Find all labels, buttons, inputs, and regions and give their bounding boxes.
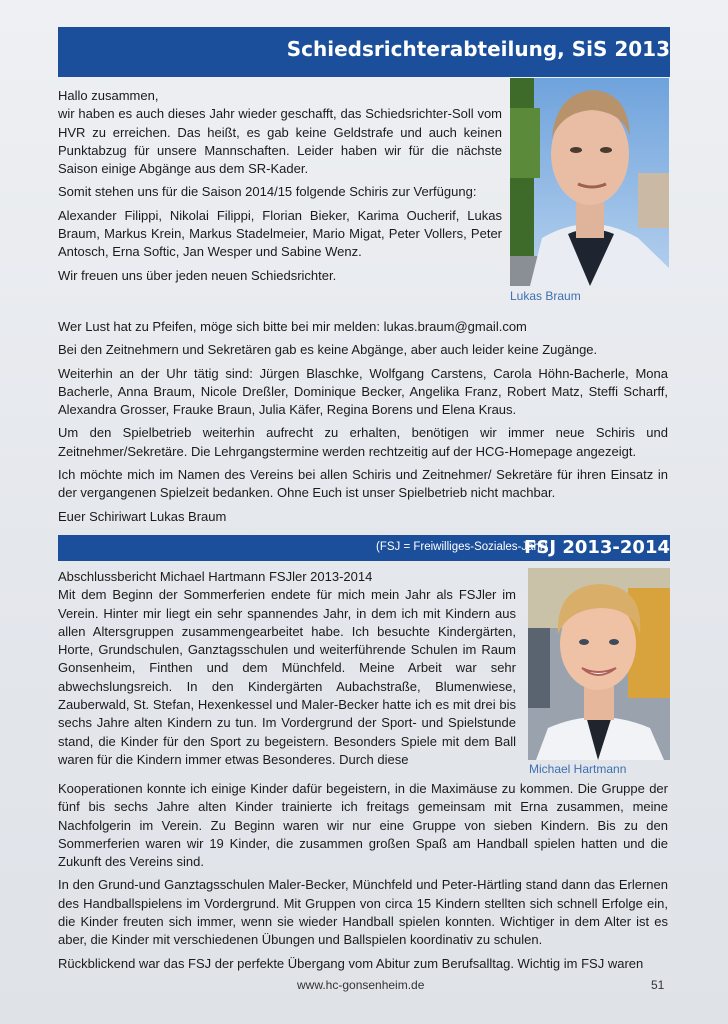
paragraph: Euer Schiriwart Lukas Braum — [58, 508, 227, 524]
michael-hartmann-photo — [528, 568, 670, 760]
photo-caption: Lukas Braum — [510, 289, 581, 303]
referee-intro-text — [58, 87, 502, 290]
paragraph: Ich möchte mich im Namen des Vereins bei allen Schiris und Zeitnehmer/ Sekretäre für ihren Einsatz in der vergangenen Spielzeit bedanken. Ohne Euch ist unser Spielbetrieb nicht machbar. — [58, 467, 668, 501]
photo-caption: Michael Hartmann — [529, 762, 627, 776]
fsj-main-text — [58, 780, 668, 973]
paragraph: Hallo zusammen, — [58, 88, 159, 103]
lukas-braum-photo — [510, 78, 669, 286]
paragraph: Um den Spielbetrieb weiterhin aufrecht zu erhalten, benötigen wir immer neue Schiris und Zeitnehmer/Sekretäre. Die Lehrgangstermine werden rechtzeitig auf der HCG-Homepage angezeigt. — [58, 425, 668, 459]
paragraph: In den Grund-und Ganztagsschulen Maler-Becker, Münchfeld und Peter-Härtling stand dann das Erlernen des Handballspielens im Vordergrund. Mit Gruppen von circa 15 Kindern stellten sich schnell Erfolge ein, die Kinder freuten sich immer, wenn sie wieder Handball spielen konnten. Wichtiger in dem Alter ist es aber, die Kinder mit verschiedenen Übungen und Ballspielen koordinativ zu schulen. — [58, 877, 668, 948]
page-number: 51 — [651, 978, 665, 992]
paragraph: Wir freuen uns über jeden neuen Schiedsrichter. — [58, 267, 337, 283]
paragraph: wir haben es auch dieses Jahr wieder geschafft, das Schiedsrichter-Soll vom HVR zu erreichen. Das heißt, es gab keine Geldstrafe und auch keinen Punktabzug für unsere Mannschaften. Leider haben wir für die nächste Saison einige Abgänge aus dem SR-Kader. — [58, 106, 502, 177]
paragraph: Weiterhin an der Uhr tätig sind: Jürgen Blaschke, Wolfgang Carstens, Carola Höhn-Bacherle, Mona Bacherle, Anna Braum, Nicole Dreßler, Dominique Becker, Angelika Franz, Robert Matz, Steffi Scharff, Alexandra Grosser, Frauke Braun, Julia Käfer, Regina Borens und Elena Kraus. — [58, 365, 668, 418]
fsj-intro-text — [58, 568, 516, 774]
fsj-header-bar — [58, 535, 670, 561]
paragraph: Rückblickend war das FSJ der perfekte Übergang vom Abitur zum Berufsalltag. Wichtig im FSJ waren — [58, 955, 644, 971]
paragraph: Alexander Filippi, Nikolai Filippi, Florian Bieker, Karima Oucherif, Lukas Braum, Markus Krein, Markus Stadelmeier, Mario Migat, Peter Vollers, Peter Antosch, Erna Softic, Jan Wesper und Sabine Wenz. — [58, 207, 502, 260]
section-header-bar — [58, 27, 670, 77]
paragraph: Wer Lust hat zu Pfeifen, möge sich bitte bei mir melden: lukas.braum@gmail.com — [58, 319, 527, 334]
fsj-title: FSJ 2013-2014 — [524, 537, 670, 558]
footer-website-url: www.hc-gonsenheim.de — [297, 978, 425, 992]
paragraph: Mit dem Beginn der Sommerferien endete für mich mein Jahr als FSJler im Verein. Hinter mir liegt ein sehr spannendes Jahr, in dem ich mit Kindern aus allen Altersgruppen zusammengearbeitet habe. Ich besuchte Kindergärten, Horte, Grundschulen, Ganztagsschulen und weiterführende Schulen im Raum Gonsenheim, Finthen und dem Münchfeld. Meine Arbeit war sehr abwechslungsreich. In den Kindergärten Aubachstraße, Blumenwiese, Zauberwald, St. Stefan, Hexenkessel und Maler-Becker hatte ich es mit drei bis sechs Jahre alten Kindern zu tun. Im Vordergrund der Sport- und Spielstunde stand, die Kinder für den Sport zu begeistern. Besonders Spiele mit dem Ball waren für die Kindern immer etwas Besonderes. Durch diese — [58, 587, 516, 767]
section-title: Schiedsrichterabteilung, SiS 2013 — [286, 37, 670, 61]
paragraph: Bei den Zeitnehmern und Sekretären gab es keine Abgänge, aber auch leider keine Zugänge. — [58, 342, 598, 358]
paragraph: Somit stehen uns für die Saison 2014/15 folgende Schiris zur Verfügung: — [58, 184, 477, 200]
fsj-abbreviation-note: (FSJ = Freiwilliges-Soziales-Jahr) — [376, 541, 548, 553]
paragraph: Abschlussbericht Michael Hartmann FSJler 2013-2014 — [58, 569, 373, 584]
referee-main-text — [58, 318, 668, 531]
paragraph: Kooperationen konnte ich einige Kinder dafür begeistern, in die Maximäuse zu kommen. Die Gruppe der fünf bis sechs Jahre alten Kinder trainierte ich freitags gemeinsam mit Erna zusammen, meine Nachfolgerin im Verein. Zu Beginn waren wir nur eine Gruppe von sieben Kindern. Bis zu den Sommerferien waren wir 19 Kinder, die zusammen großen Spaß am Handball spielen hatten und die Zukunft des Vereins sind. — [58, 781, 668, 870]
